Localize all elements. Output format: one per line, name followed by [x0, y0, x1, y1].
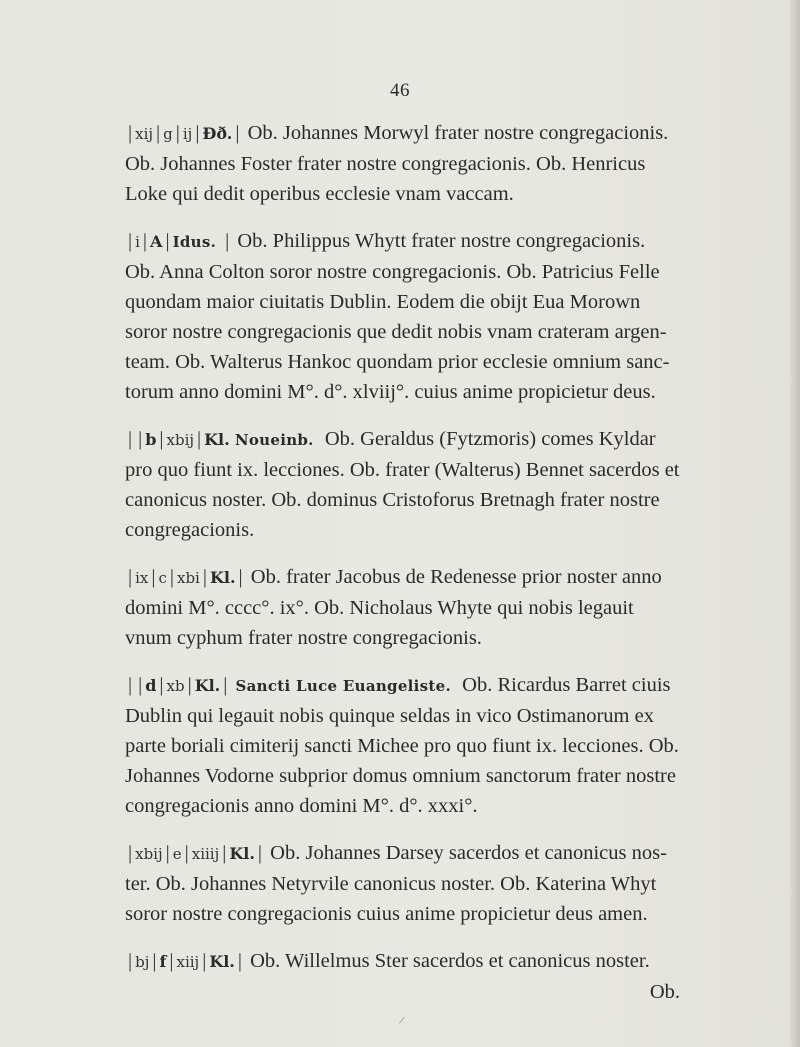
- calendar-columns: | i | A | Idus. |: [128, 230, 230, 252]
- calendar-entry: [125, 838, 680, 929]
- calendar-grade: Kl.: [194, 676, 221, 695]
- page-edge-shadow: [788, 0, 800, 1047]
- calendar-grade: Kl.: [209, 952, 235, 971]
- entry-text: Ob. Geraldus (Fytzmoris) comes Kyldar pro quo fiunt ix. lecciones. Ob. frater (Walterus) Bennet sacerdos et canonicus noster. Ob. dominus Cristoforus Bretnagh frater nostre congregacionis.: [125, 428, 680, 541]
- calendar-entry: [125, 670, 680, 821]
- sunday-letter: A: [150, 232, 163, 251]
- stray-mark: /: [398, 1014, 406, 1028]
- calendar-columns: | xij | g | ij | Ðð. |: [128, 122, 240, 144]
- sunday-letter: e: [172, 845, 182, 863]
- golden-number: ix: [135, 569, 149, 587]
- entry-text: Ob. frater Jacobus de Redenesse prior noster anno domini M°. cccc°. ix°. Ob. Nicholaus Whyte qui nobis legauit vnum cyphum frater nostre congregacionis.: [125, 566, 662, 649]
- day-count: xiiij: [191, 845, 220, 863]
- calendar-columns: | bj | f | xiij | Kl. |: [128, 950, 242, 972]
- sunday-letter: g: [163, 125, 173, 143]
- day-count: ij: [182, 125, 193, 143]
- calendar-grade: Kl.: [204, 430, 230, 449]
- entry-text: Ob. Johannes Morwyl frater nostre congregacionis. Ob. Johannes Foster frater nostre congregacionis. Ob. Henricus Loke qui dedit operibus ecclesie vnam vaccam.: [125, 122, 669, 205]
- day-count: xb: [166, 677, 185, 695]
- calendar-entries: [125, 118, 680, 1024]
- entry-text: Ob. Ricardus Barret ciuis Dublin qui legauit nobis quinque seldas in vico Ostimanorum ex parte boriali cimiterij sancti Michee pro quo fiunt ix. lecciones. Ob. Johannes Vodorne subprior domus omnium sanctorum frater nostre congregacionis anno domini M°. d°. xxxi°.: [125, 674, 679, 817]
- entry-text: Ob. Philippus Whytt frater nostre congregacionis. Ob. Anna Colton soror nostre congregacionis. Ob. Patricius Felle quondam maior ciuitatis Dublin. Eodem die obijt Eua Morown soror nostre congregacionis que dedit nobis vnam crateram argenteam. Ob. Walterus Hankoc quondam prior ecclesie omnium sanctorum anno domini M°. d°. xlviij°. cuius anime propicietur deus.: [125, 230, 670, 403]
- calendar-grade: Idus.: [172, 233, 217, 251]
- day-count: xiij: [176, 953, 200, 971]
- day-count: xbij: [166, 431, 195, 449]
- catchword: Ob.: [649, 981, 680, 1003]
- page-number: 46: [390, 80, 410, 101]
- calendar-columns: | xbij | e | xiiij | Kl. |: [128, 842, 263, 864]
- sunday-letter: d: [145, 676, 157, 695]
- calendar-entry: [125, 118, 680, 209]
- golden-number: i: [135, 233, 140, 251]
- entry-text: Ob. Willelmus Ster sacerdos et canonicus noster.: [250, 950, 650, 972]
- calendar-grade: Kl.: [229, 844, 255, 863]
- entry-text: Ob. Johannes Darsey sacerdos et canonicus noster. Ob. Johannes Netyrvile canonicus noster. Ob. Katerina Whyt soror nostre congregacionis cuius anime propicietur deus amen.: [125, 842, 667, 925]
- calendar-entry: [125, 226, 680, 407]
- sunday-letter: b: [145, 430, 157, 449]
- sunday-letter: f: [159, 952, 167, 971]
- golden-number: xij: [135, 125, 154, 143]
- calendar-columns: | ix | c | xbi | Kl. |: [128, 566, 243, 588]
- golden-number: bj: [135, 953, 150, 971]
- calendar-entry: [125, 424, 680, 545]
- feast-name: Sancti Luce Euangeliste.: [235, 677, 452, 695]
- day-count: xbi: [177, 569, 200, 587]
- calendar-columns: | | b | xbij | Kl.: [128, 428, 230, 450]
- calendar-grade: Ðð.: [202, 124, 233, 143]
- golden-number: xbij: [135, 845, 163, 863]
- calendar-columns: | | d | xb | Kl. |: [128, 674, 228, 696]
- calendar-grade: Kl.: [209, 568, 236, 587]
- calendar-entry: [125, 562, 680, 653]
- calendar-entry: [125, 946, 680, 1007]
- sunday-letter: c: [158, 569, 167, 587]
- feast-name: Noueinb.: [234, 431, 314, 449]
